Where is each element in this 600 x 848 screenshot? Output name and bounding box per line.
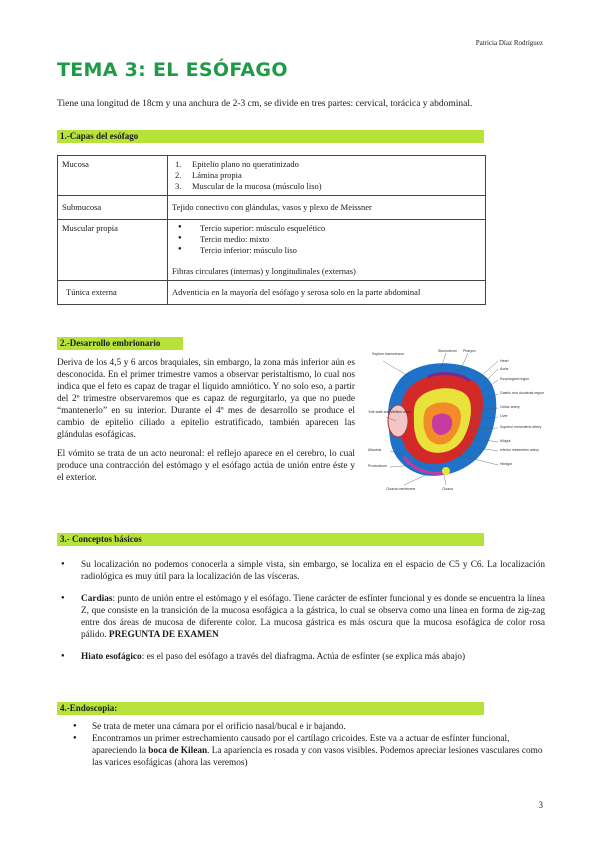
list-item: 3. Muscular de la mucosa (músculo liso) xyxy=(175,181,322,192)
list-item: 2. Lámina propia xyxy=(175,170,242,181)
diagram-label: Gastric and duodenal region xyxy=(500,391,544,395)
list-item: ● Su localización no podemos conocerla a simple vista, sin embargo, se localiza en el espacio de C5 y C6. La localización radiológica es muy útil para la localización de las vísceras. xyxy=(57,559,545,583)
embryo-diagram xyxy=(368,347,548,502)
table-row xyxy=(58,196,486,220)
diagram-label: Cloacal membrane xyxy=(386,487,416,491)
layer-description xyxy=(168,156,486,196)
table-row xyxy=(58,281,486,305)
list-item: ● Tercio inferior: músculo liso xyxy=(200,245,481,256)
list-item: ● Hiato esofágico: es el paso del esófago a través del diafragma. Actúa de esfínter (se explica más abajo) xyxy=(57,651,545,663)
list-item: 1. Epitelio plano no queratinizado xyxy=(175,159,299,169)
layer-name: Submucosa xyxy=(58,196,168,220)
diagram-label: Allantois xyxy=(368,448,382,452)
term: boca de Kilean xyxy=(148,746,208,757)
section-heading-layers: 1.-Capas del esófago xyxy=(57,130,484,143)
list-item: ● Tercio medio: mixto xyxy=(200,234,481,245)
layer-name: Mucosa xyxy=(58,156,168,196)
layer-name: Muscular propia xyxy=(58,220,168,281)
diagram-label: Liver xyxy=(500,414,508,418)
table-row xyxy=(58,156,486,196)
layer-description xyxy=(168,220,486,281)
diagram-label: Esophageal region xyxy=(500,377,530,381)
diagram-label: Proctodeum xyxy=(368,464,387,468)
embryo-paragraph: Deriva de los 4,5 y 6 arcos braquiales, sin embargo, la zona más inferior aún es desconocida. En el primer trimestre vamos a observar peristaltismo, lo cual nos indica que el feto es capaz de tragar el líquido amniótico. Y no solo eso, a partir del 2º trimestre observaremos que es capaz de regurgitarlo, ya que no puede “mantenerlo” en su interior. Durante el 4º mes de desarrollo se produce el cambio de epitelio ciliado a epitelio estratificado, también aparecen las glándulas esofágicas. xyxy=(57,358,355,441)
section-heading-embryo: 2.-Desarrollo embrionario xyxy=(57,337,183,350)
layer-description: Adventicia en la mayoría del esófago y serosa solo en la parte abdominal xyxy=(168,281,486,305)
list-item: ● Cardias: punto de unión entre el estómago y el esófago. Tiene carácter de esfínter funcional y es donde se encuentra la línea Z, que consiste en la transición de la mucosa esofágica a la gástrica, lo cual se observa como una línea en forma de zig-zag entre dos áreas de mucosa de diferente color. La mucosa gástrica es más oscura que la mucosa esofágica de color rosa pálido. PREGUNTA DE EXAMEN xyxy=(57,593,545,641)
layers-table xyxy=(57,155,486,305)
diagram-label: Hindgut xyxy=(500,462,513,466)
diagram-label: Celiac artery xyxy=(500,405,520,409)
table-row xyxy=(58,220,486,281)
muscular-note: Fibras circulares (internas) y longitudinales (externas) xyxy=(172,266,356,277)
term: Hiato esofágico xyxy=(81,652,142,663)
list-item: ● Tercio superior: músculo esquelético xyxy=(200,223,481,234)
list-item: ● Encontramos un primer estrechamiento causado por el cartílago cricoides. Este va a actuar de esfínter funcional, apareciendo la boca de Kilean. La apariencia es rosada y con vasos visibles. Podemos apreciar lesiones vasculares como las varices esofágicas (ahora las veremos) xyxy=(57,733,545,769)
section-heading-concepts: 3.- Conceptos básicos xyxy=(57,533,484,546)
exam-tag: PREGUNTA DE EXAMEN xyxy=(108,630,219,641)
layer-description: Tejido conectivo con glándulas, vasos y plexo de Meissner xyxy=(168,196,486,220)
term: Cardias xyxy=(81,594,113,605)
endoscopy-list xyxy=(57,721,545,769)
concepts-list xyxy=(57,559,545,674)
diagram-label: Pharynx xyxy=(463,349,476,353)
page-title: TEMA 3: EL ESÓFAGO xyxy=(57,59,288,81)
list-item: ● Se trata de meter una cámara por el orificio nasal/bucal e ir bajando. xyxy=(57,721,545,733)
diagram-label: Superior mesenteric artery xyxy=(500,425,542,429)
embryo-paragraph: El vómito se trata de un acto neuronal: el reflejo aparece en el cerebro, lo cual produce una contracción del estómago y el esófago actúa de unión entre éste y el exterior. xyxy=(57,448,355,483)
diagram-label: Heart xyxy=(500,359,509,363)
diagram-label: Aorta xyxy=(500,367,509,371)
intro-paragraph: Tiene una longitud de 18cm y una anchura de 2-3 cm, se divide en tres partes: cervical, torácica y abdominal. xyxy=(57,99,473,109)
diagram-label: Stomodeum xyxy=(438,349,457,353)
layer-name: Túnica externa xyxy=(58,281,168,305)
page-number: 3 xyxy=(538,800,543,810)
diagram-label: Cloaca xyxy=(442,487,453,491)
diagram-label: Septum transversum xyxy=(372,352,405,356)
diagram-label: Yolk stalk and vitelline artery xyxy=(368,410,413,414)
diagram-label: Inferior mesenteric artery xyxy=(500,448,539,452)
embryo-text xyxy=(57,357,355,490)
diagram-label: Midgut xyxy=(500,439,511,443)
author-name: Patricia Díaz Rodríguez xyxy=(475,39,543,47)
section-heading-endoscopy: 4.-Endoscopia: xyxy=(57,702,484,715)
